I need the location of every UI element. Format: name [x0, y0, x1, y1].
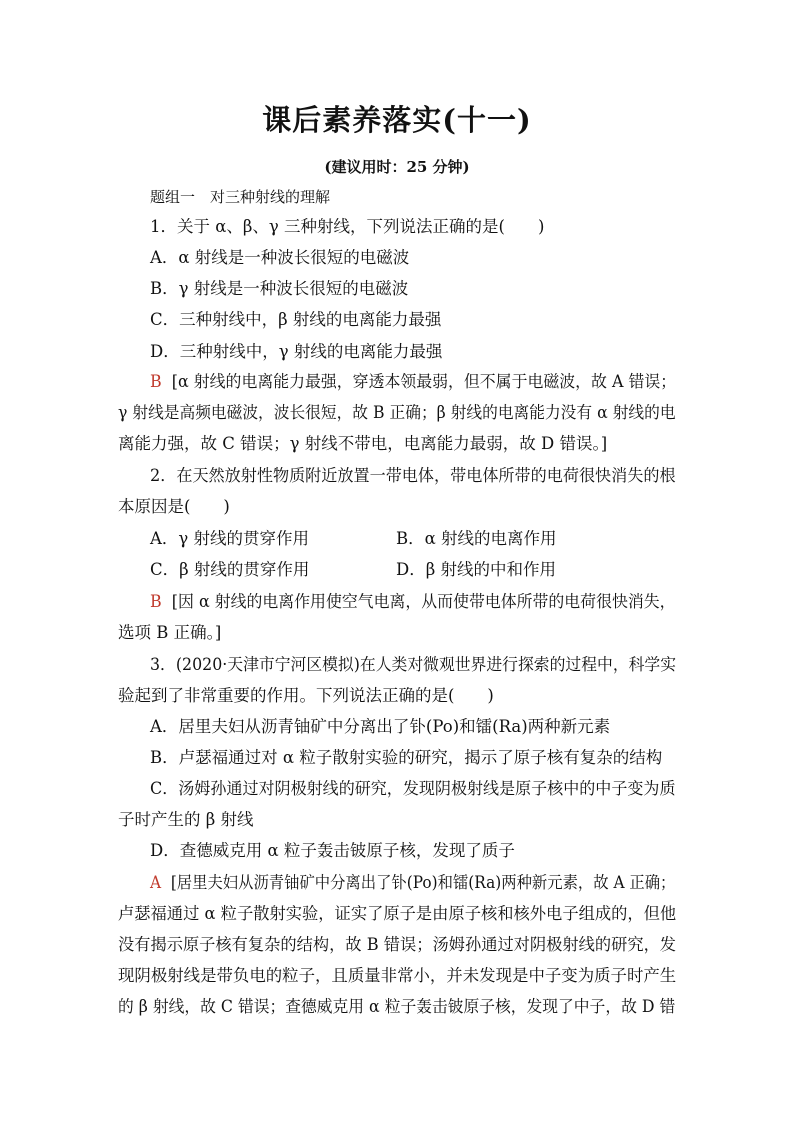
q2-option-d: D．β 射线的中和作用 [396, 560, 557, 579]
q1-explain-1: [α 射线的电离能力最强，穿透本领最弱，但不属于电磁波，故 A 错误； [171, 372, 677, 391]
q3-answer-line [150, 872, 675, 894]
q3-option-d: D．查德威克用 α 粒子轰击铍原子核，发现了质子 [150, 841, 515, 860]
q1-stem: 1．关于 α、β、γ 三种射线，下列说法正确的是( ) [150, 217, 545, 236]
page-title: 课后素养落实(十一) [262, 103, 532, 137]
q3-explain-1: [居里夫妇从沥青铀矿中分离出了钋(Po)和镭(Ra)两种新元素，故 A 正确； [170, 873, 676, 892]
q2-option-b: B．α 射线的电离作用 [396, 529, 557, 548]
question-group-label: 题组一 对三种射线的理解 [150, 188, 331, 206]
q2-answer-line [150, 591, 676, 613]
q2-stem-1: 2．在天然放射性物质附近放置一带电体，带电体所带的电荷很快消失的根 [150, 466, 676, 485]
q1-explain-3: 离能力强，故 C 错误；γ 射线不带电，电离能力最弱，故 D 错误。] [118, 434, 608, 453]
q3-explain-4: 现阴极射线是带负电的粒子，且质量非常小，并未发现是中子变为质子时产生 [118, 966, 677, 985]
q2-answer-letter: B [150, 592, 162, 611]
q1-answer-letter: B [150, 372, 162, 391]
q2-explain-2: 选项 B 正确。] [118, 623, 222, 642]
q1-explain-2: γ 射线是高频电磁波，波长很短，故 B 正确；β 射线的电离能力没有 α 射线的电 [118, 403, 676, 422]
q3-explain-3: 没有揭示原子核有复杂的结构，故 B 错误；汤姆孙通过对阴极射线的研究，发 [118, 935, 677, 954]
q3-answer-letter: A [150, 873, 162, 892]
q2-option-c: C．β 射线的贯穿作用 [150, 560, 310, 579]
q3-explain-2: 卢瑟福通过 α 粒子散射实验，证实了原子是由原子核和核外电子组成的，但他 [118, 904, 677, 923]
q1-option-b: B．γ 射线是一种波长很短的电磁波 [150, 279, 409, 298]
q2-option-a: A．γ 射线的贯穿作用 [150, 529, 310, 548]
q3-stem-2: 验起到了非常重要的作用。下列说法正确的是( ) [118, 686, 494, 705]
q3-explain-5: 的 β 射线，故 C 错误；查德威克用 α 粒子轰击铍原子核，发现了中子，故 D 错 [118, 997, 676, 1016]
q1-option-c: C．三种射线中，β 射线的电离能力最强 [150, 310, 442, 329]
q2-explain-1: [因 α 射线的电离作用使空气电离，从而使带电体所带的电荷很快消失， [171, 592, 676, 611]
q3-option-c-1: C．汤姆孙通过对阴极射线的研究，发现阴极射线是原子核中的中子变为质 [150, 779, 676, 798]
suggested-time: (建议用时：25 分钟) [324, 158, 470, 176]
q3-option-b: B．卢瑟福通过对 α 粒子散射实验的研究，揭示了原子核有复杂的结构 [150, 748, 663, 767]
q1-answer-line [150, 371, 676, 393]
q1-option-d: D．三种射线中，γ 射线的电离能力最强 [150, 342, 443, 361]
q3-stem-1: 3．(2020·天津市宁河区模拟)在人类对微观世界进行探索的过程中，科学实 [150, 655, 677, 674]
q1-option-a: A．α 射线是一种波长很短的电磁波 [150, 248, 410, 267]
q3-option-c-2: 子时产生的 β 射线 [118, 810, 254, 829]
q3-option-a: A．居里夫妇从沥青铀矿中分离出了钋(Po)和镭(Ra)两种新元素 [150, 717, 611, 736]
q2-stem-2: 本原因是( ) [118, 497, 230, 516]
